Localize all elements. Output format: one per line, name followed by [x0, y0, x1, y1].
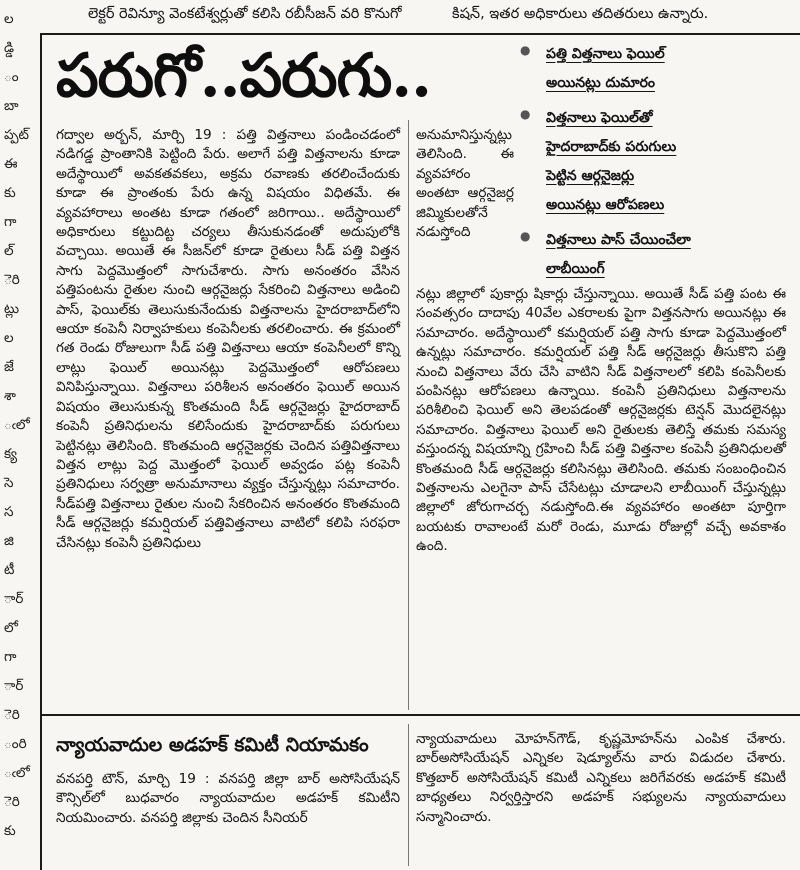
article-body-left: గద్వాల అర్బన్, మార్చి 19 : పత్తి విత్తనాలు పండించడంలో నడిగడ్డ ప్రాంతానికి పెట్టింది పేరు. అలాగే పత్తి విత్తనాలను కూడా అదేస్థాయిలో అవకతవకలు, అక్రమ రవాణకు తరలించేందుకు కూడా ఈ ప్రాంతంకు పేరు ఉన్న విషయం విధితమే. ఈ వ్యవహారాలు అంతట కూడా గతంలో జరిగాయి.. అదేస్థాయిలో అధికారులు కట్టుదిట్ట చర్యలు తీసుకునడంతో అదుపులోకి వచ్చాయి. అయితే ఈ సీజన్‌లో కూడా రైతులు సీడ్ పత్తి విత్తన సాగు పెద్దమొత్తంలో సాగుచేశారు. సాగు అనంతరం వేసిన పత్తిపంటను రైతుల నుంచి ఆర్గనైజర్లు సేకరించి విత్తనాలు అడించి పాస్, ఫెయిల్‌కు తెలుసుకునేందుకు విత్తనాలను హైదరాబాద్‌లోని ఆయా కంపెనీ నిర్వాహకులు కంపెనీలకు తరలించారు. ఈ క్రమంలో గత రెండు రోజులుగా సీడ్ పత్తి విత్తనాలు ఆయా కంపెనీలలో కొన్ని లాట్లు ఫెయిల్ అయినట్లు పెద్దమొత్తంలో ఆరోపణలు వినిపిస్తున్నాయి. విత్తనాలు పరిశీలన అనంతరం ఫెయిల్ అయిన విషయం తెలుసుకున్న కొంతమంది సీడ్ ఆర్గనైజర్లు హైదరాబాద్ కంపెనీ ప్రతినిధులను కలిసేందుకు హైదరాబాద్‌కు పరుగులు పెట్టినట్లు తెలిసింది. కొంతమంది ఆర్గనైజర్లకు చెందిన పత్తివిత్తనాలు విత్తన లాట్లు పెద్ద మొత్తంలో ఫెయిల్ అవ్వడం పట్ల కంపెనీ ప్రతినిధులు సర్వత్రా అనుమానాలు వ్యక్తం చేస్తున్నట్లు సమాచారం. సీడ్‌పత్తి విత్తనాలు రైతుల నుంచి సేకరించిన అనంతరం కొంతమంది సీడ్ ఆర్గనైజర్లు కమర్షియల్ పత్తివిత్తనాలు వాటిలో కలిపి సరఫరా చేసినట్లు కంపెనీ ప్రతినిధులు: [56, 127, 400, 551]
article-body-right: నట్లు జిల్లాలో పుకార్లు షికార్లు చేస్తున్నాయి. అయితే సీడ్ పత్తి పంట ఈ సంవత్సరం దాదాపు 40వేల ఎకరాలకు పైగా విత్తనసాగు అయినట్లు ఈ సమాచారం. అదేస్థాయిలో కమర్షియల్ పత్తి సాగు కూడా పెద్దమొత్తంలో ఉన్నట్లు సమాచారం. కమర్షియల్ పత్తి సీడ్ ఆర్గనైజర్లు తీసుకొని పత్తి నుంచి విత్తనాలు వేరు చేసి వాటిని సీడ్ విత్తనాలలో కలిపి కంపెనీలకు పంపినట్లు ఆరోపణలు ఉన్నాయి. కంపెనీ ప్రతినిధులు విత్తనాలను పరిశీలించి ఫెయిల్ అని తెలపడంతో ఆర్గనైజర్లకు టెన్షన్ మొదలైనట్లు సమాచారం. విత్తనాలు ఫెయిల్ అని రైతులకు తెలిస్తే తమకు సమస్య వస్తుందన్న విషయాన్ని గ్రహించి సీడ్ పత్తి విత్తనాల కంపెనీ ప్రతినిధులతో కొంతమంది సీడ్ ఆర్గనైజర్లు కలిసినట్లు తెలిసింది. తమకు సంబంధించిన విత్తనాలను ఎలగైనా పాస్ చేసేటట్లు చూడాలని లాబీయింగ్ చేస్తున్నట్లు జిల్లాలో జోరుగాచర్చ నడుస్తోంది.ఈ వ్యవహారం అంతటా పూర్తిగా బయటకు రావాలంటే మరో రెండు, మూడు రోజుల్లో వచ్చే అవకాశం ఉంది.: [416, 286, 786, 555]
fragment-text: కు: [4, 823, 16, 839]
previous-article-left-line: లెక్టర్ రెవిన్యూ వెంకటేశ్వర్లుతో కలిసి రబీసీజన్ వరి కొనుగో: [88, 6, 402, 22]
bullet-icon: ●: [520, 107, 531, 121]
previous-article-tail: [0, 0, 800, 34]
highlight-line: అయినట్లు ఆరోపణలు: [546, 197, 665, 213]
fragment-text: జి: [4, 533, 14, 549]
fragment-text: బా: [4, 98, 19, 114]
bullet-icon: ●: [520, 43, 531, 57]
article-headline: పరుగో..పరుగు..: [56, 41, 432, 111]
highlight-line: పత్తి విత్తనాలు ఫెయిల్: [546, 46, 665, 62]
highlight-line: విత్తనాలు ఫెయిల్‌తో: [546, 110, 653, 126]
article-body-narrow: అనుమానిస్తున్నట్లు తెలిసింది. ఈ వ్యవహారం అంతటా ఆర్గనైజర్ల జిమ్మికులతోనే నడుస్తోంది: [416, 127, 514, 241]
fragment-text: గా: [4, 214, 17, 230]
fragment-text: క్య: [4, 446, 18, 462]
fragment-text: ెరి: [4, 272, 20, 288]
fragment-text: ల్: [4, 243, 14, 259]
article-body-right-column: [416, 285, 786, 557]
fragment-text: శా: [4, 388, 16, 404]
fragment-text: ార్: [4, 678, 24, 694]
second-article-headline: న్యాయవాదుల అడహక్ కమిటీ నియామకం: [56, 734, 369, 756]
fragment-text: గా: [4, 649, 17, 665]
top-divider: [40, 33, 800, 35]
fragment-text: ఁలో: [4, 765, 30, 781]
fragment-text: ల: [4, 330, 14, 346]
fragment-text: ార్: [4, 591, 24, 607]
article-body-narrow-column: [416, 126, 514, 242]
fragment-text: డ్డి: [4, 40, 14, 56]
highlight-line: హైదరాబాద్‌కు పరుగులు: [546, 139, 677, 155]
highlight-line: పెట్టిన ఆర్గనైజర్లు: [546, 168, 635, 184]
fragment-text: స: [4, 504, 14, 520]
column-divider-lower: [408, 724, 409, 866]
second-article-right-column: [416, 730, 786, 827]
fragment-text: ం: [4, 69, 19, 85]
fragment-text: ల: [4, 11, 14, 27]
fragment-text: జే: [4, 359, 14, 375]
fragment-text: టీ: [4, 562, 15, 578]
highlights-box: [520, 40, 790, 290]
article-divider: [40, 714, 800, 716]
fragment-text: ంరి: [4, 736, 27, 752]
fragment-text: ఈ: [4, 156, 18, 172]
column-divider: [408, 120, 409, 710]
adjacent-column-fragments: [0, 10, 36, 870]
fragment-text: సె: [4, 475, 14, 491]
fragment-text: ెరి: [4, 707, 20, 723]
fragment-text: ెరి: [4, 794, 20, 810]
highlight-line: లాబీయింగ్: [546, 261, 605, 277]
fragment-text: ట్లు: [4, 301, 20, 317]
second-article-left-column: [56, 770, 400, 828]
second-article-body-right: న్యాయవాదులు మోహన్‌గౌడ్, కృష్ణమోహన్‌ను ఎంపిక చేశారు. బార్‌అసోసియేషన్ ఎన్నికల షెడ్యూల్‌ను వారు విడుదల చేశారు. కొత్తబార్ అసోసియేషన్ కమిటీ ఎన్నికలు జరిగేవరకు అడహక్ కమిటీ బాధ్యతలు నిర్వర్తిస్తారని అడహక్ సభ్యులను న్యాయవాదులు సన్మానించారు.: [416, 731, 786, 825]
fragment-text: కు: [4, 185, 16, 201]
highlight-line: విత్తనాలు పాస్ చేయించేలా: [546, 232, 691, 248]
fragment-text: ప్పట్: [4, 127, 29, 143]
highlight-item: [520, 226, 790, 284]
highlight-item: [520, 104, 790, 220]
previous-article-right-line: కిషన్, ఇతర అధికారులు తదితరులు ఉన్నారు.: [452, 6, 709, 22]
left-divider: [40, 35, 42, 870]
second-article-body-left: వనపర్తి టౌన్, మార్చి 19 : వనపర్తి జిల్లా బార్ అసోసియేషన్ కౌన్సిల్‌లో బుధవారం న్యాయవాదుల అడహక్ కమిటీని నియమించారు. వనపర్తి జిల్లాకు చెందిన సీనియర్: [56, 771, 400, 826]
highlight-line: అయినట్లు దుమారం: [546, 75, 655, 91]
fragment-text: ఁలో: [4, 417, 30, 433]
highlight-item: [520, 40, 790, 98]
bullet-icon: ●: [520, 229, 531, 243]
article-body-left-column: [56, 126, 400, 553]
fragment-text: లో: [4, 620, 18, 636]
